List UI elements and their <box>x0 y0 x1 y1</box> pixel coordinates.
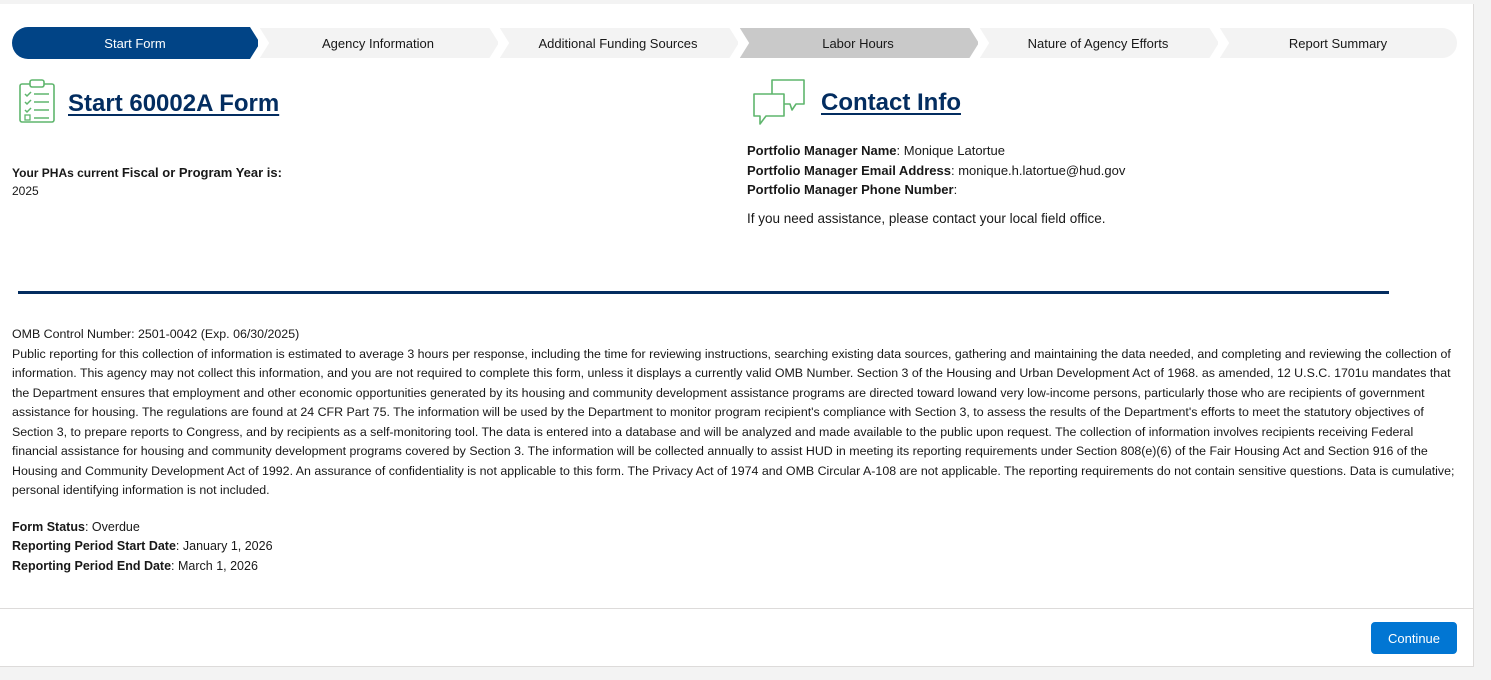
pm-name-label: Portfolio Manager Name <box>747 143 897 158</box>
pm-phone-row: Portfolio Manager Phone Number: <box>747 182 958 197</box>
pm-phone-label: Portfolio Manager Phone Number <box>747 182 954 197</box>
footer-divider <box>0 608 1474 609</box>
reporting-start-row: Reporting Period Start Date: January 1, 2026 <box>12 539 273 553</box>
contact-info-title[interactable]: Contact Info <box>821 89 961 116</box>
checklist-icon <box>18 78 56 124</box>
pm-email-row: Portfolio Manager Email Address: monique.h.latortue@hud.gov <box>747 163 1126 178</box>
form-status-value: Overdue <box>91 520 140 534</box>
progress-path <box>12 27 1458 59</box>
pm-name-row: Portfolio Manager Name: Monique Latortue <box>747 143 1005 158</box>
form-status-label: Form Status <box>12 520 85 534</box>
path-step-labor-hours[interactable] <box>738 27 978 59</box>
path-step-additional-funding[interactable] <box>498 27 738 59</box>
path-step-label: Report Summary <box>1288 35 1388 51</box>
omb-statement <box>12 325 1460 501</box>
reporting-end-row: Reporting Period End Date: March 1, 2026 <box>12 559 258 573</box>
omb-control-number: OMB Control Number: 2501-0042 (Exp. 06/30/2025) <box>12 327 300 341</box>
omb-body: Public reporting for this collection of information is estimated to average 3 hours per response, including the time for reviewing instructions, searching existing data sources, gathering and maintaining the data needed, and completing and reviewing the collection of information. This agency may not collect this information, and you are not required to complete this form, unless it displays a currently valid OMB Number. Section 3 of the Housing and Urban Development Act of 1968. as amended, 12 U.S.C. 1701u mandates that the Department ensures that employment and other economic opportunities generated by its housing and community development assistance programs are directed toward lowand very low-income persons, particularly those who are recipients of government assistance for housing. The regulations are found at 24 CFR Part 75. The information will be used by the Department to monitor program recipient's compliance with Section 3, to assess the results of the Department's efforts to meet the statutory objectives of Section 3, to prepare reports to Congress, and by recipients as a self-monitoring tool. The data is entered into a database and will be analyzed and made available to the public upon request. The collection of information involves recipients receiving Federal financial assistance for housing and community development programs covered by Section 3. The information will be collected annually to assist HUD in meeting its reporting requirements under Section 808(e)(6) of the Fair Housing Act and Section 916 of the Housing and Community Development Act of 1992. An assurance of confidentiality is not applicable to this form. The Privacy Act of 1974 and OMB Circular A-108 are not applicable. The reporting requirements do not contain sensitive questions. Data is cumulative; personal identifying information is not included. <box>12 346 1455 497</box>
fiscal-year-label <box>12 163 282 184</box>
pm-name-value: Monique Latortue <box>903 143 1005 158</box>
form-status-row: Form Status: Overdue <box>12 520 140 534</box>
path-step-label: Additional Funding Sources <box>538 35 698 51</box>
fiscal-label-prefix: Your PHAs current <box>12 166 122 180</box>
path-step-report-summary[interactable] <box>1218 27 1458 59</box>
reporting-end-label: Reporting Period End Date <box>12 559 172 573</box>
pm-email-label: Portfolio Manager Email Address <box>747 163 951 178</box>
start-form-title[interactable]: Start 60002A Form <box>68 90 280 117</box>
path-step-label: Start Form <box>104 35 166 51</box>
reporting-end-value: March 1, 2026 <box>178 559 258 573</box>
pm-email-value: monique.h.latortue@hud.gov <box>958 163 1126 178</box>
chat-bubbles-icon <box>752 76 808 128</box>
reporting-start-label: Reporting Period Start Date <box>12 539 176 553</box>
reporting-start-value: January 1, 2026 <box>182 539 273 553</box>
section-divider <box>18 291 1389 294</box>
path-step-nature-of-agency-efforts[interactable] <box>978 27 1218 59</box>
fiscal-label-bold: Fiscal or Program Year is: <box>121 165 282 180</box>
path-step-label: Labor Hours <box>822 35 894 51</box>
path-step-label: Agency Information <box>321 35 434 51</box>
fiscal-year-value: 2025 <box>12 184 39 198</box>
continue-button[interactable]: Continue <box>1371 622 1457 654</box>
form-card <box>0 4 1474 667</box>
path-step-label: Nature of Agency Efforts <box>1027 35 1169 51</box>
path-step-start-form[interactable] <box>12 27 258 59</box>
assistance-text: If you need assistance, please contact your local field office. <box>747 211 1106 226</box>
path-step-agency-information[interactable] <box>258 27 498 59</box>
